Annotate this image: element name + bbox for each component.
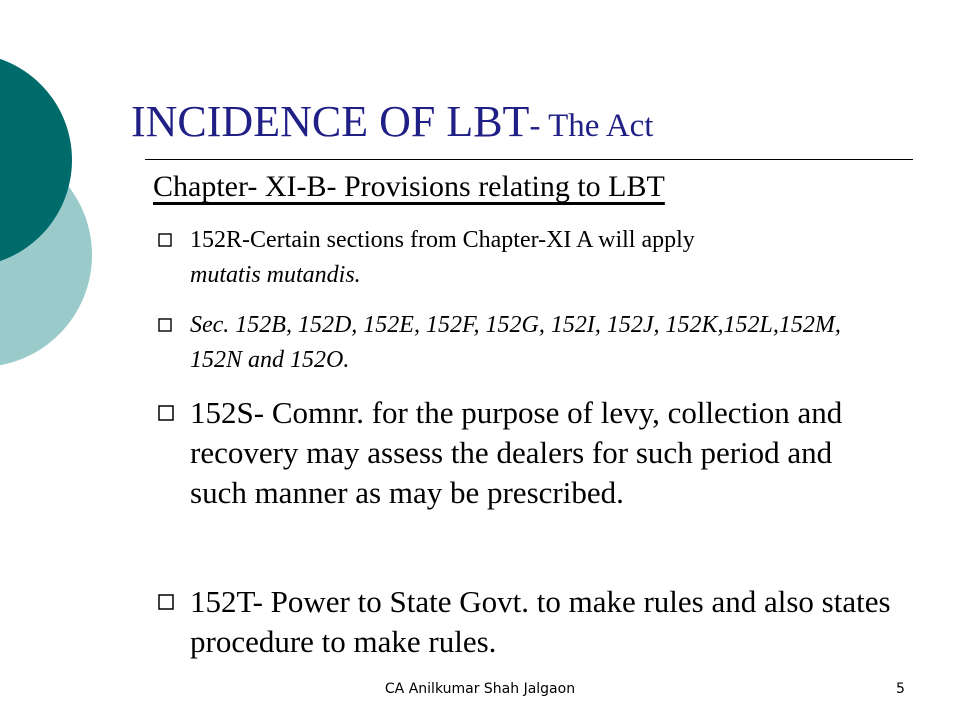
bullet-item-1 [190, 223, 890, 293]
title-main: INCIDENCE OF LBT [131, 97, 530, 146]
hollow-square-bullet-icon [158, 405, 174, 421]
page-number: 5 [896, 681, 905, 697]
hollow-square-bullet-icon [158, 233, 172, 247]
bullet-1-text: 152R-Certain sections from Chapter-XI A will apply [190, 227, 695, 253]
bullet-item-3 [190, 393, 895, 513]
bullet-2-text: Sec. 152B, 152D, 152E, 152F, 152G, 152I, 152J, 152K,152L,152M, 152N and 152O. [190, 312, 841, 373]
title-divider [145, 159, 913, 160]
bullet-1-italic: mutatis mutandis. [190, 262, 361, 288]
bullet-item-2 [190, 308, 850, 378]
title-sub: - The Act [529, 108, 654, 144]
bullet-item-4 [190, 582, 895, 662]
hollow-square-bullet-icon [158, 318, 172, 332]
slide-title [131, 96, 653, 147]
bullet-3-text: 152S- Comnr. for the purpose of levy, collection and recovery may assess the dealers for such period and such manner as may be prescribed. [190, 395, 843, 510]
bullet-4-text: 152T- Power to State Govt. to make rules and also states procedure to make rules. [190, 584, 891, 659]
footer-credit: CA Anilkumar Shah Jalgaon [384, 681, 576, 697]
decorative-circles [0, 0, 140, 420]
hollow-square-bullet-icon [158, 594, 174, 610]
section-heading: Chapter- XI-B- Provisions relating to LBT [153, 170, 665, 203]
